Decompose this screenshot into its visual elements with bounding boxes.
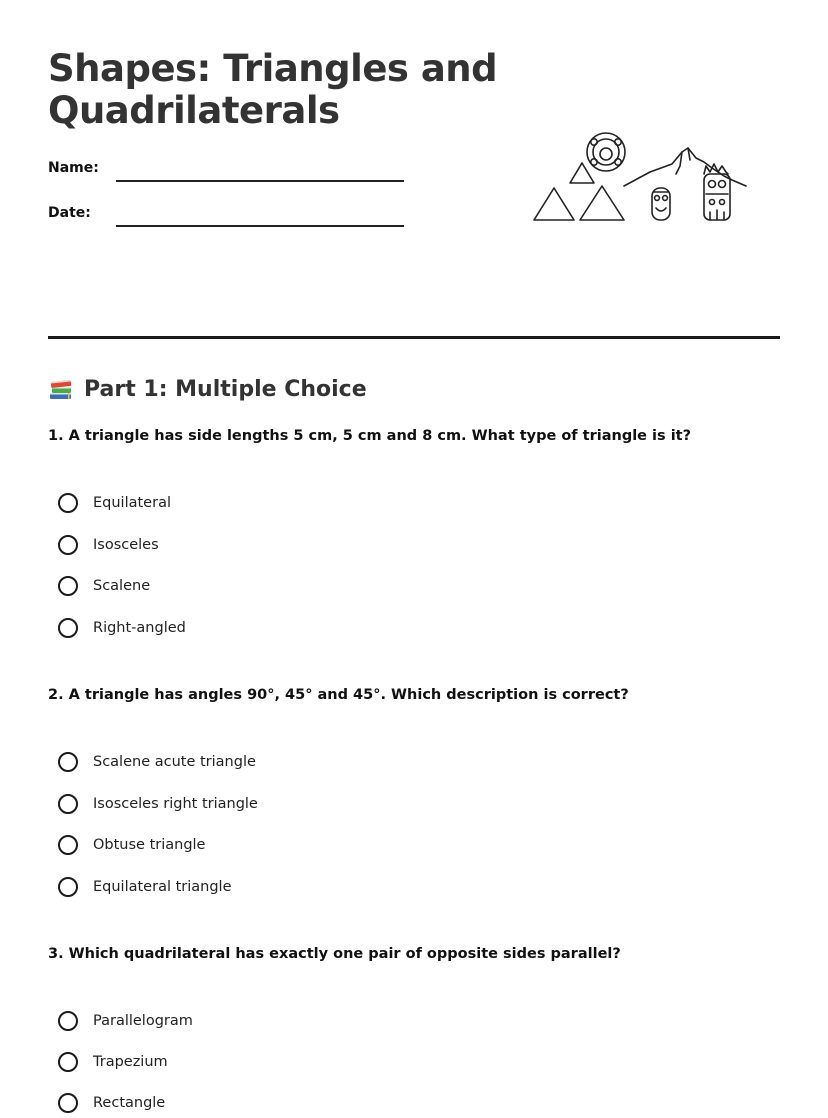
date-label: Date: (48, 205, 91, 221)
triangle-icon (580, 186, 624, 220)
option-label: Right-angled (93, 620, 186, 636)
section-header (48, 372, 367, 406)
q3-option-3[interactable] (58, 1090, 165, 1116)
question-1-text: 1. A triangle has side lengths 5 cm, 5 cm and 8 cm. What type of triangle is it? (48, 428, 692, 444)
radio-button[interactable] (58, 1011, 78, 1031)
small-triangle-icon (570, 163, 594, 183)
mountain-icon (624, 148, 746, 186)
option-label: Obtuse triangle (93, 837, 206, 853)
section-divider (48, 336, 780, 339)
question-2-text: 2. A triangle has angles 90°, 45° and 45°. Which description is correct? (48, 687, 629, 703)
radio-button[interactable] (58, 752, 78, 772)
q1-option-1[interactable] (58, 490, 171, 516)
q2-option-1[interactable] (58, 749, 256, 775)
q3-option-2[interactable] (58, 1049, 168, 1075)
section-title: Part 1: Multiple Choice (84, 376, 367, 402)
q3-option-1[interactable] (58, 1008, 193, 1034)
question-3-text: 3. Which quadrilateral has exactly one pair of opposite sides parallel? (48, 946, 621, 962)
radio-button[interactable] (58, 1052, 78, 1072)
radio-button[interactable] (58, 493, 78, 513)
option-label: Equilateral triangle (93, 879, 232, 895)
q1-option-3[interactable] (58, 573, 150, 599)
q2-option-3[interactable] (58, 832, 205, 858)
books-icon (48, 376, 74, 402)
q2-option-2[interactable] (58, 791, 258, 817)
date-line[interactable] (116, 225, 404, 227)
sun-wheel-icon (587, 133, 625, 171)
radio-button[interactable] (58, 576, 78, 596)
radio-button[interactable] (58, 835, 78, 855)
option-label: Trapezium (93, 1054, 168, 1070)
triangle-icon (534, 188, 574, 220)
name-label: Name: (48, 160, 99, 176)
option-label: Rectangle (93, 1095, 166, 1111)
option-label: Isosceles right triangle (93, 796, 258, 812)
totem-figure-icon (652, 188, 670, 220)
radio-button[interactable] (58, 1093, 78, 1113)
option-label: Scalene (93, 578, 151, 594)
shapes-illustration (532, 130, 752, 226)
radio-button[interactable] (58, 618, 78, 638)
worksheet-page (48, 0, 780, 1118)
q2-option-4[interactable] (58, 874, 232, 900)
name-line[interactable] (116, 180, 404, 182)
totem-pole-icon (704, 164, 730, 220)
option-label: Isosceles (93, 537, 159, 553)
page-title: Shapes: Triangles and Quadrilaterals (48, 47, 498, 132)
option-label: Scalene acute triangle (93, 754, 256, 770)
option-label: Equilateral (93, 495, 171, 511)
date-field[interactable] (48, 201, 408, 231)
option-label: Parallelogram (93, 1013, 193, 1029)
radio-button[interactable] (58, 877, 78, 897)
q1-option-4[interactable] (58, 615, 186, 641)
radio-button[interactable] (58, 794, 78, 814)
name-field[interactable] (48, 156, 408, 186)
radio-button[interactable] (58, 535, 78, 555)
q1-option-2[interactable] (58, 532, 159, 558)
